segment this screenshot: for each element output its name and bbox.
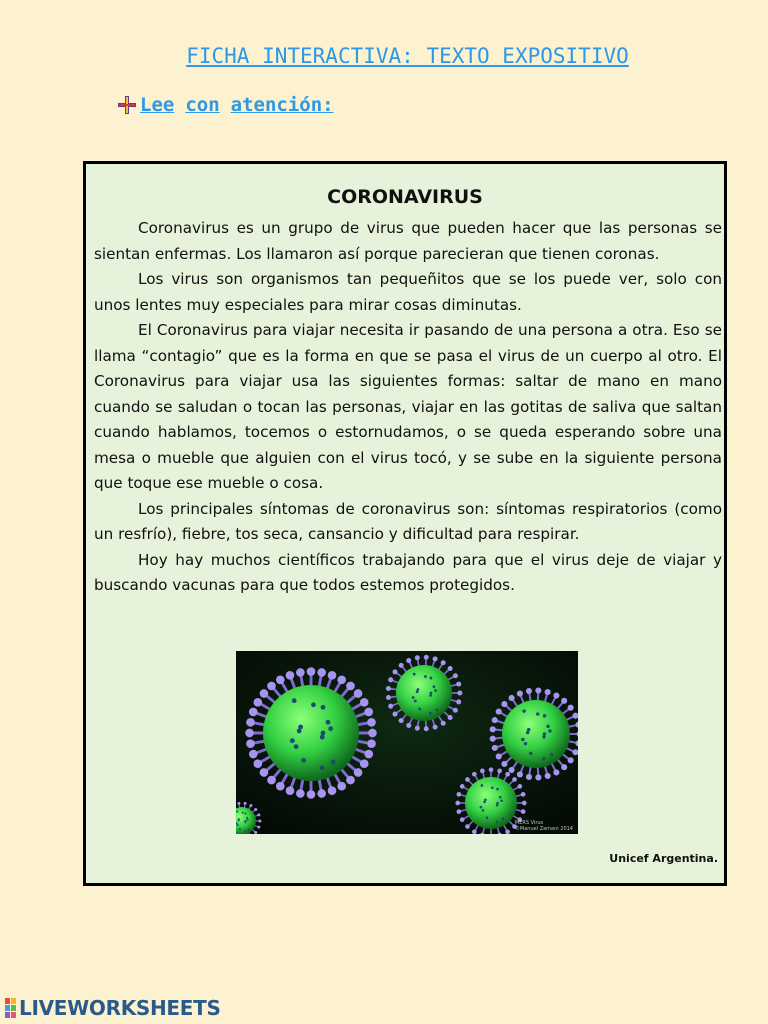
paragraph-2: Los virus son organismos tan pequeñitos que se los puede ver, solo con unos lentes muy especiales para mirar cosas diminutas. bbox=[94, 270, 722, 314]
paragraph-4: Los principales síntomas de coronavirus son: síntomas respiratorios (como un resfrío), fiebre, tos seca, cansancio y dificultad para respirar. bbox=[94, 499, 722, 543]
worksheet-title: FICHA INTERACTIVA: TEXTO EXPOSITIVO bbox=[186, 44, 629, 68]
instruction-word-atencion: atención: bbox=[230, 94, 334, 116]
paragraph-1: Coronavirus es un grupo de virus que pueden hacer que las personas se sientan enfermas. Los llamaron así porque parecieran que tienen coronas. bbox=[94, 219, 722, 263]
footer-logo[interactable] bbox=[4, 996, 221, 1020]
paragraph-5: Hoy hay muchos científicos trabajando para que el virus deje de viajar y buscando vacunas para que todos estemos protegidos. bbox=[94, 550, 722, 594]
instruction-word-lee: Lee bbox=[140, 94, 175, 116]
brand-name: LIVEWORKSHEETS bbox=[19, 996, 221, 1020]
source-credit: Unicef Argentina. bbox=[609, 852, 718, 865]
plus-bullet-icon bbox=[116, 94, 138, 116]
liveworksheets-logo-icon bbox=[4, 997, 18, 1019]
virus-particle-right bbox=[490, 687, 578, 780]
paragraph-3: El Coronavirus para viajar necesita ir pasando de una persona a otra. Eso se llama “contagio” que es la forma en que se pasa el virus de un cuerpo al otro. El Coronavirus para viajar usa las siguientes formas: saltar de mano en mano cuando se saludan o tocan las personas, viajar en las gotitas de saliva que saltan cuando hablamos, tocemos o estornudamos, o se queda esperando sobre una mesa o mueble que alguien con el virus tocó, y se sube en la siguiente persona que toque ese mueble o cosa. bbox=[94, 321, 722, 492]
reading-box bbox=[83, 161, 727, 886]
instruction-line bbox=[116, 94, 345, 116]
instruction-word-con: con bbox=[185, 94, 220, 116]
reading-title: CORONAVIRUS bbox=[327, 186, 483, 208]
virus-illustration bbox=[236, 651, 578, 834]
image-credit: MERS Virus ©Manuel Zamani 2014 bbox=[514, 820, 573, 832]
reading-text bbox=[94, 216, 722, 599]
